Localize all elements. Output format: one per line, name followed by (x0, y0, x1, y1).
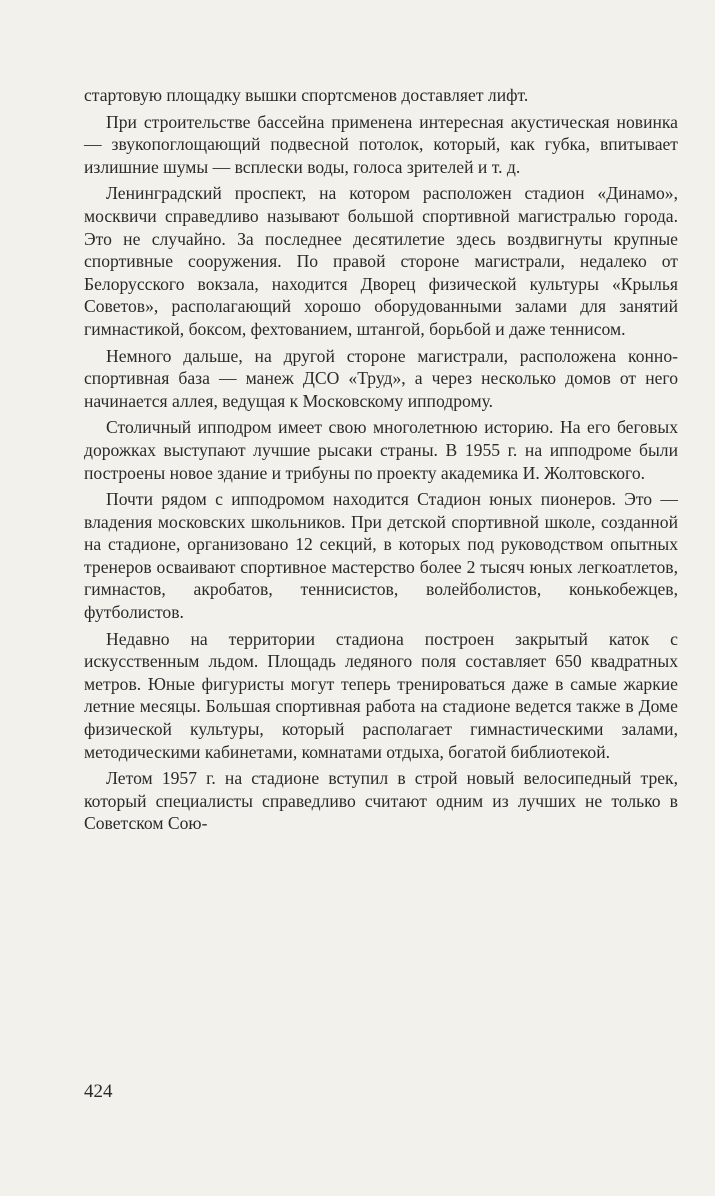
paragraph-continuation: стартовую площадку вышки спортсменов доставляет лифт. (84, 85, 529, 105)
paragraph-equestrian-base: Немного дальше, на другой стороне магистрали, расположена конно-спортивная база — манеж ДСО «Труд», а через несколько домов от него начинается аллея, ведущая к Московскому ипподрому. (84, 345, 678, 411)
page-number: 424 (84, 1081, 113, 1102)
book-page-text (84, 84, 678, 839)
paragraph-ice-rink: Недавно на территории стадиона построен закрытый каток с искусственным льдом. Площадь ледяного поля составляет 650 квадратных метров. Юные фигуристы могут теперь тренироваться даже в самые жаркие летние месяцы. Большая спортивная работа на стадионе ведется также в Доме физической культуры, который располагает гимнастическими залами, методическими кабинетами, комнатами отдыха, богатой библиотекой. (84, 628, 678, 762)
paragraph-leningradsky-prospekt: Ленинградский проспект, на котором расположен стадион «Динамо», москвичи справедливо называют большой спортивной магистралью города. Это не случайно. За последнее десятилетие здесь воздвигнуты крупные спортивные сооружения. По правой стороне магистрали, недалеко от Белорусского вокзала, находится Дворец физической культуры «Крылья Советов», располагающий хорошо оборудованными залами для занятий гимнастикой, боксом, фехтованием, штангой, борьбой и даже теннисом. (84, 183, 678, 339)
paragraph-pool-acoustics: При строительстве бассейна применена интересная акустическая новинка — звукопоглощающий подвесной потолок, который, как губка, впитывает излишние шумы — всплески воды, голоса зрителей и т. д. (84, 111, 678, 177)
paragraph-hippodrome: Столичный ипподром имеет свою многолетнюю историю. На его беговых дорожках выступают лучшие рысаки страны. В 1955 г. на ипподроме были построены новое здание и трибуны по проекту академика И. Жолтовского. (84, 417, 678, 483)
paragraph-cycle-track: Летом 1957 г. на стадионе вступил в строй новый велосипедный трек, который специалисты справедливо считают одним из лучших не только в Советском Сою- (84, 768, 678, 834)
paragraph-young-pioneers-stadium: Почти рядом с ипподромом находится Стадион юных пионеров. Это — владения московских школьников. При детской спортивной школе, созданной на стадионе, организовано 12 секций, в которых под руководством опытных тренеров осваивают спортивное мастерство более 2 тысяч юных легкоатлетов, гимнастов, акробатов, теннисистов, волейболистов, конькобежцев, футболистов. (84, 489, 678, 623)
